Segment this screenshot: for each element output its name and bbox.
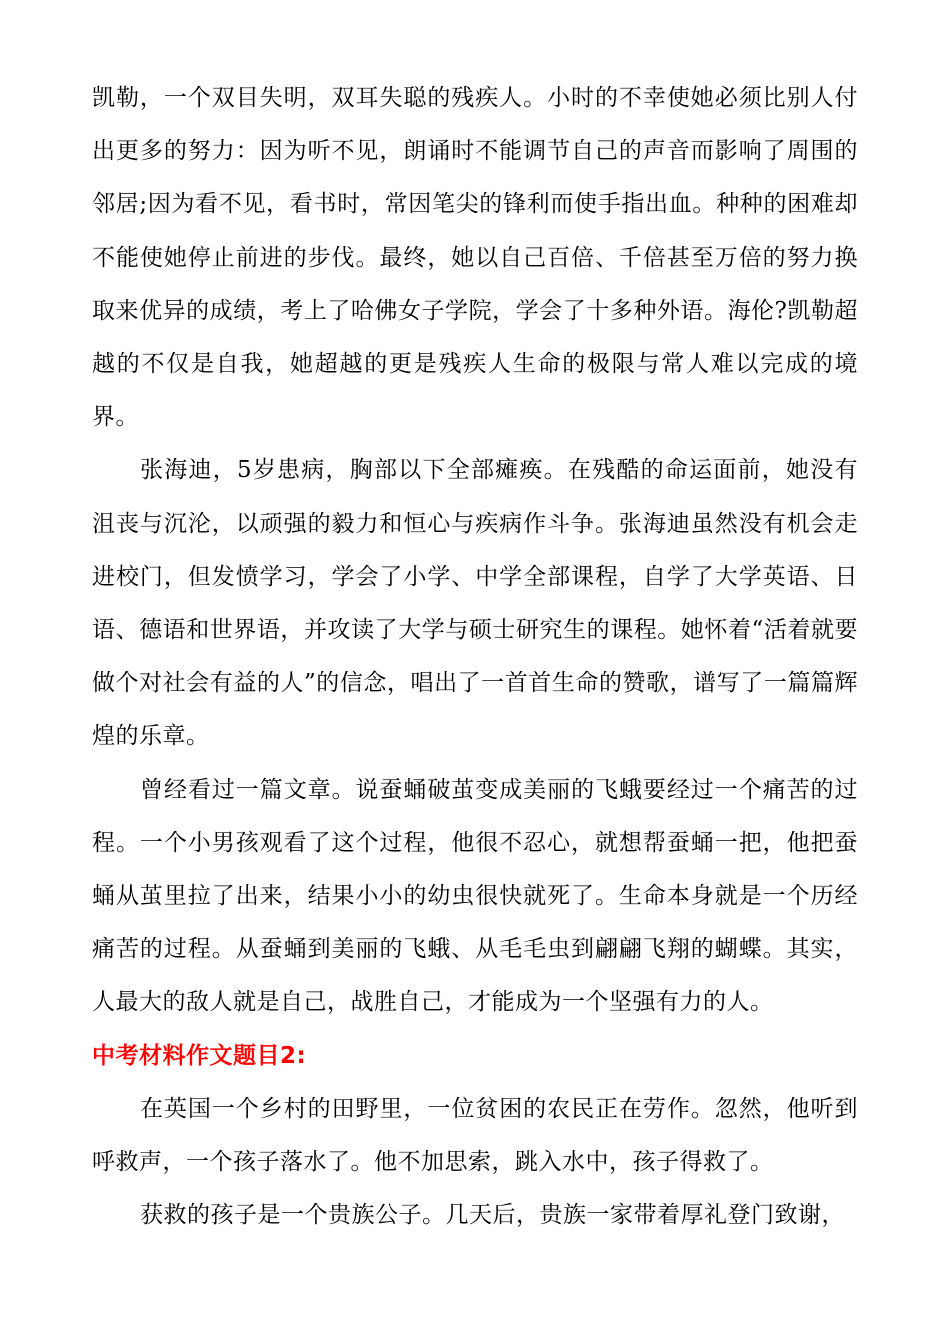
paragraph-helen-keller: 凯勒，一个双目失明，双耳失聪的残疾人。小时的不幸使她必须比别人付出更多的努力：因为听不见，朗诵时不能调节自己的声音而影响了周围的邻居;因为看不见，看书时，常因笔尖的锋利而使手指出血。种种的困难却不能使她停止前进的步伐。最终，她以自己百倍、千倍甚至万倍的努力换取来优异的成绩，考上了哈佛女子学院，学会了十多种外语。海伦?凯勒超越的不仅是自我，她超越的更是残疾人生命的极限与常人难以完成的境界。 <box>92 85 858 431</box>
document-page <box>92 72 858 1242</box>
section-heading: 中考材料作文题目2: <box>92 1042 307 1069</box>
paragraph-silkworm: 曾经看过一篇文章。说蚕蛹破茧变成美丽的飞蛾要经过一个痛苦的过程。一个小男孩观看了这个过程，他很不忍心，就想帮蚕蛹一把，他把蚕蛹从茧里拉了出来，结果小小的幼虫很快就死了。生命本身就是一个历经痛苦的过程。从蚕蛹到美丽的飞蛾、从毛毛虫到翩翩飞翔的蝴蝶。其实，人最大的敌人就是自己，战胜自己，才能成为一个坚强有力的人。 <box>92 776 858 1016</box>
paragraph-noble-family: 获救的孩子是一个贵族公子。几天后，贵族一家带着厚礼登门致谢， <box>140 1202 845 1229</box>
paragraph-farmer-rescue: 在英国一个乡村的田野里，一位贫困的农民正在劳作。忽然，他听到呼救声，一个孩子落水了。他不加思索，跳入水中，孩子得救了。 <box>92 1095 858 1176</box>
paragraph-zhang-haidi: 张海迪，5岁患病，胸部以下全部瘫痪。在残酷的命运面前，她没有沮丧与沉沦，以顽强的毅力和恒心与疾病作斗争。张海迪虽然没有机会走进校门，但发愤学习，学会了小学、中学全部课程，自学了大学英语、日语、德语和世界语，并攻读了大学与硕士研究生的课程。她怀着“活着就要做个对社会有益的人”的信念，唱出了一首首生命的赞歌，谱写了一篇篇辉煌的乐章。 <box>92 457 858 750</box>
